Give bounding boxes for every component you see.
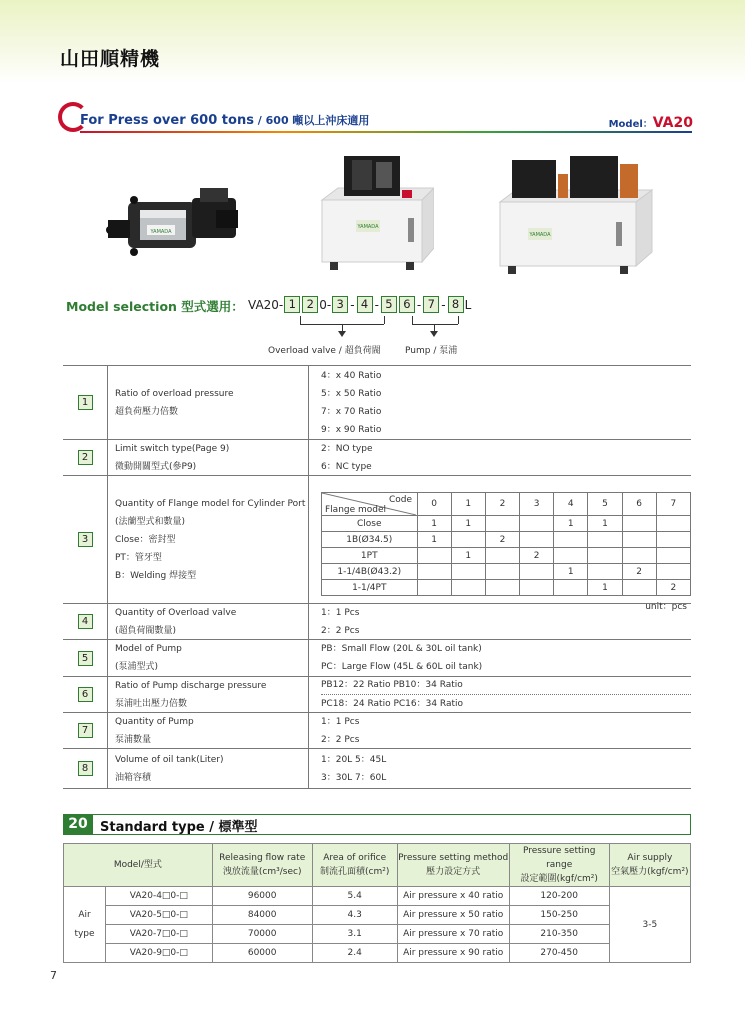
flange-cell: 1 — [417, 532, 451, 548]
spec-opt: 1：20L 5：45L — [321, 754, 387, 765]
spec-row — [63, 476, 691, 612]
flange-cell — [554, 532, 588, 548]
bracket-line — [412, 324, 458, 325]
spec-table — [63, 365, 691, 789]
flange-cell — [485, 564, 519, 580]
spec-desc: Ratio of overload pressure — [115, 388, 234, 399]
code-box-7: 7 — [423, 296, 439, 313]
bracket-line — [412, 316, 413, 324]
standard-header-row — [64, 844, 691, 887]
flange-model: 1PT — [322, 548, 418, 564]
product-image-unit-double — [494, 150, 656, 278]
section-number: 20 — [63, 814, 93, 835]
spec-num: 3 — [78, 532, 93, 547]
spec-row — [63, 604, 691, 640]
banner-title: For Press over 600 tons / 600 噸以上沖床適用 — [80, 113, 370, 128]
row-orifice: 4.3 — [312, 906, 397, 925]
flange-cell — [451, 532, 485, 548]
code-sep: - — [416, 297, 422, 312]
flange-cell — [622, 580, 656, 596]
spec-opt: 9：x 90 Ratio — [321, 424, 382, 435]
code-box-4: 4 — [357, 296, 373, 313]
header-orifice: Area of orifice 制流孔面積(cm²) — [312, 844, 397, 887]
flange-cell: 2 — [656, 580, 690, 596]
spec-opt: 5：x 50 Ratio — [321, 388, 382, 399]
banner-title-zh: / 600 噸以上沖床適用 — [253, 114, 370, 127]
flange-code: 7 — [656, 493, 690, 516]
flange-code-label: Code — [388, 495, 412, 505]
flange-cell: 1 — [588, 580, 622, 596]
spec-opt: 7：x 70 Ratio — [321, 406, 382, 417]
model-tag: Model：VA20 — [608, 115, 693, 131]
flange-model: 1-1/4PT — [322, 580, 418, 596]
spec-desc: Ratio of Pump discharge pressure — [115, 680, 267, 691]
spec-desc: Limit switch type(Page 9) — [115, 443, 230, 454]
spec-num: 2 — [78, 450, 93, 465]
flange-cell — [485, 580, 519, 596]
spec-opt: 2：2 Pcs — [321, 734, 360, 745]
flange-cell: 1 — [417, 516, 451, 532]
row-orifice: 3.1 — [312, 925, 397, 944]
flange-row — [322, 516, 691, 532]
code-box-2: 2 — [302, 296, 318, 313]
model-selection-label: Model selection 型式選用： — [66, 299, 244, 314]
flange-code: 5 — [588, 493, 622, 516]
flange-cell — [520, 580, 554, 596]
flange-cell: 1 — [554, 516, 588, 532]
spec-opt: 2：NO type — [321, 443, 373, 454]
overload-note: Overload valve / 超負荷閥 — [268, 346, 381, 356]
spec-row — [63, 713, 691, 749]
code-box-8: 8 — [448, 296, 464, 313]
row-flow: 60000 — [212, 944, 312, 963]
spec-desc: (泵浦型式) — [115, 662, 159, 672]
flange-cell — [485, 548, 519, 564]
row-range: 210-350 — [509, 925, 609, 944]
arrow-down-icon — [430, 331, 438, 337]
row-model: VA20-9□0-□ — [106, 944, 213, 963]
flange-cell — [656, 532, 690, 548]
spec-num: 8 — [78, 761, 93, 776]
spec-desc: Quantity of Flange model for Cylinder Port — [115, 498, 306, 509]
standard-table — [63, 843, 691, 963]
spec-row — [63, 749, 691, 789]
flange-cell — [451, 580, 485, 596]
bracket-line — [458, 316, 459, 324]
arrow-down-icon — [338, 331, 346, 337]
flange-cell — [520, 532, 554, 548]
row-flow: 84000 — [212, 906, 312, 925]
flange-model: Close — [322, 516, 418, 532]
spec-row — [63, 440, 691, 476]
flange-cell — [417, 580, 451, 596]
flange-cell — [417, 564, 451, 580]
code-sep: - — [374, 297, 379, 312]
product-label-1: YAMADA — [150, 229, 172, 235]
flange-cell — [656, 548, 690, 564]
flange-cell — [622, 532, 656, 548]
spec-desc: (法蘭型式和數量) — [115, 516, 186, 527]
flange-cell — [622, 516, 656, 532]
flange-cell — [588, 548, 622, 564]
code-sep: - — [441, 297, 446, 312]
group-label: Air type — [64, 887, 106, 963]
row-method: Air pressure x 70 ratio — [397, 925, 509, 944]
flange-code: 1 — [451, 493, 485, 516]
air-value: 3-5 — [609, 887, 690, 963]
row-orifice: 5.4 — [312, 887, 397, 906]
code-box-6: 6 — [399, 296, 415, 313]
row-flow: 96000 — [212, 887, 312, 906]
product-label-3: YAMADA — [529, 232, 551, 238]
row-model: VA20-7□0-□ — [106, 925, 213, 944]
table-row — [64, 944, 691, 963]
row-range: 150-250 — [509, 906, 609, 925]
flange-cell: 2 — [485, 532, 519, 548]
header-model: Model/型式 — [64, 844, 213, 887]
spec-row — [63, 640, 691, 677]
spec-desc: Close：密封型 — [115, 534, 176, 545]
spec-num: 6 — [78, 687, 93, 702]
flange-cell — [588, 564, 622, 580]
spec-opt: 1：1 Pcs — [321, 607, 360, 618]
flange-code: 0 — [417, 493, 451, 516]
flange-unit: unit：pcs — [645, 602, 687, 612]
spec-desc: 泵浦吐出壓力倍數 — [115, 698, 188, 709]
flange-cell — [656, 564, 690, 580]
spec-desc: 泵浦數量 — [115, 734, 152, 745]
flange-row — [322, 564, 691, 580]
row-method: Air pressure x 40 ratio — [397, 887, 509, 906]
flange-cell — [588, 532, 622, 548]
spec-opt: 4：x 40 Ratio — [321, 370, 382, 381]
flange-cell: 1 — [588, 516, 622, 532]
flange-cell — [554, 548, 588, 564]
spec-row — [63, 365, 691, 440]
flange-row — [322, 580, 691, 596]
flange-corner — [322, 493, 418, 516]
section-title: Standard type / 標準型 — [100, 820, 258, 835]
spec-opt: 1：1 Pcs — [321, 716, 360, 727]
spec-opt: PC18：24 Ratio PC16：34 Ratio — [321, 699, 464, 709]
spec-num: 1 — [78, 395, 93, 410]
spec-desc: Volume of oil tank(Liter) — [115, 754, 224, 765]
flange-cell — [520, 564, 554, 580]
header-air: Air supply 空氣壓力(kgf/cm²) — [609, 844, 690, 887]
flange-code: 2 — [485, 493, 519, 516]
flange-model: 1-1/4B(Ø43.2) — [322, 564, 418, 580]
product-image-unit-single — [316, 150, 434, 278]
row-range: 120-200 — [509, 887, 609, 906]
flange-cell — [451, 564, 485, 580]
spec-num: 7 — [78, 723, 93, 738]
flange-cell: 1 — [451, 548, 485, 564]
row-range: 270-450 — [509, 944, 609, 963]
pump-note: Pump / 泵浦 — [405, 346, 458, 356]
model-code-prefix: VA20- — [248, 297, 284, 312]
flange-cell — [554, 580, 588, 596]
code-mid: 0- — [319, 297, 332, 312]
spec-desc: Model of Pump — [115, 644, 182, 654]
spec-opt: 3：30L 7：60L — [321, 772, 387, 783]
flange-cell — [622, 548, 656, 564]
header-band — [0, 0, 745, 84]
spec-desc: 超負荷壓力倍數 — [115, 406, 179, 417]
row-flow: 70000 — [212, 925, 312, 944]
spec-num: 4 — [78, 614, 93, 629]
table-row — [64, 925, 691, 944]
product-image-cylinder — [100, 180, 260, 280]
flange-row — [322, 532, 691, 548]
spec-opt: PB：Small Flow (20L & 30L oil tank) — [321, 644, 482, 654]
spec-desc: PT：管牙型 — [115, 552, 162, 563]
row-orifice: 2.4 — [312, 944, 397, 963]
header-range: Pressure setting range 設定範圍(kgf/cm²) — [509, 844, 609, 887]
flange-cell — [417, 548, 451, 564]
flange-code: 3 — [520, 493, 554, 516]
spec-desc: B：Welding 焊接型 — [115, 570, 197, 581]
code-box-1: 1 — [284, 296, 300, 313]
product-label-2: YAMADA — [357, 224, 379, 230]
spec-opt: 2：2 Pcs — [321, 625, 360, 636]
header-flow: Releasing flow rate 洩放流量(cm³/sec) — [212, 844, 312, 887]
spec-desc: Quantity of Pump — [115, 716, 194, 727]
row-model: VA20-5□0-□ — [106, 906, 213, 925]
code-suffix: L — [464, 297, 472, 312]
model-name: VA20 — [652, 115, 693, 131]
code-sep: - — [350, 297, 355, 312]
page-number: 7 — [50, 969, 57, 982]
brand-name: 山田順精機 — [60, 48, 161, 70]
table-row — [64, 906, 691, 925]
spec-num: 5 — [78, 651, 93, 666]
header-method: Pressure setting method 壓力設定方式 — [397, 844, 509, 887]
flange-cell: 1 — [554, 564, 588, 580]
row-method: Air pressure x 90 ratio — [397, 944, 509, 963]
flange-cell — [656, 516, 690, 532]
flange-cell — [485, 516, 519, 532]
flange-table — [321, 492, 691, 596]
spec-desc: (超負荷閥數量) — [115, 625, 177, 636]
bracket-line — [384, 316, 385, 324]
flange-model: 1B(Ø34.5) — [322, 532, 418, 548]
spec-row — [63, 677, 691, 713]
flange-cell — [520, 516, 554, 532]
spec-opt: PB12：22 Ratio PB10：34 Ratio — [321, 676, 691, 695]
bracket-line — [300, 316, 301, 324]
model-code — [248, 296, 471, 313]
table-row — [64, 887, 691, 906]
flange-cell: 2 — [520, 548, 554, 564]
spec-opt: PC：Large Flow (45L & 60L oil tank) — [321, 662, 483, 672]
spec-desc: 油箱容積 — [115, 772, 152, 783]
code-box-3: 3 — [332, 296, 348, 313]
flange-code: 4 — [554, 493, 588, 516]
row-method: Air pressure x 50 ratio — [397, 906, 509, 925]
flange-model-label: Flange model — [325, 505, 387, 515]
spec-desc: 微動開關型式(參P9) — [115, 461, 197, 472]
flange-cell: 2 — [622, 564, 656, 580]
code-box-5: 5 — [381, 296, 397, 313]
flange-code: 6 — [622, 493, 656, 516]
row-model: VA20-4□0-□ — [106, 887, 213, 906]
spec-opt: 6：NC type — [321, 461, 372, 472]
banner-underline — [80, 131, 692, 133]
spec-desc: Quantity of Overload valve — [115, 607, 237, 618]
flange-row — [322, 548, 691, 564]
flange-cell: 1 — [451, 516, 485, 532]
